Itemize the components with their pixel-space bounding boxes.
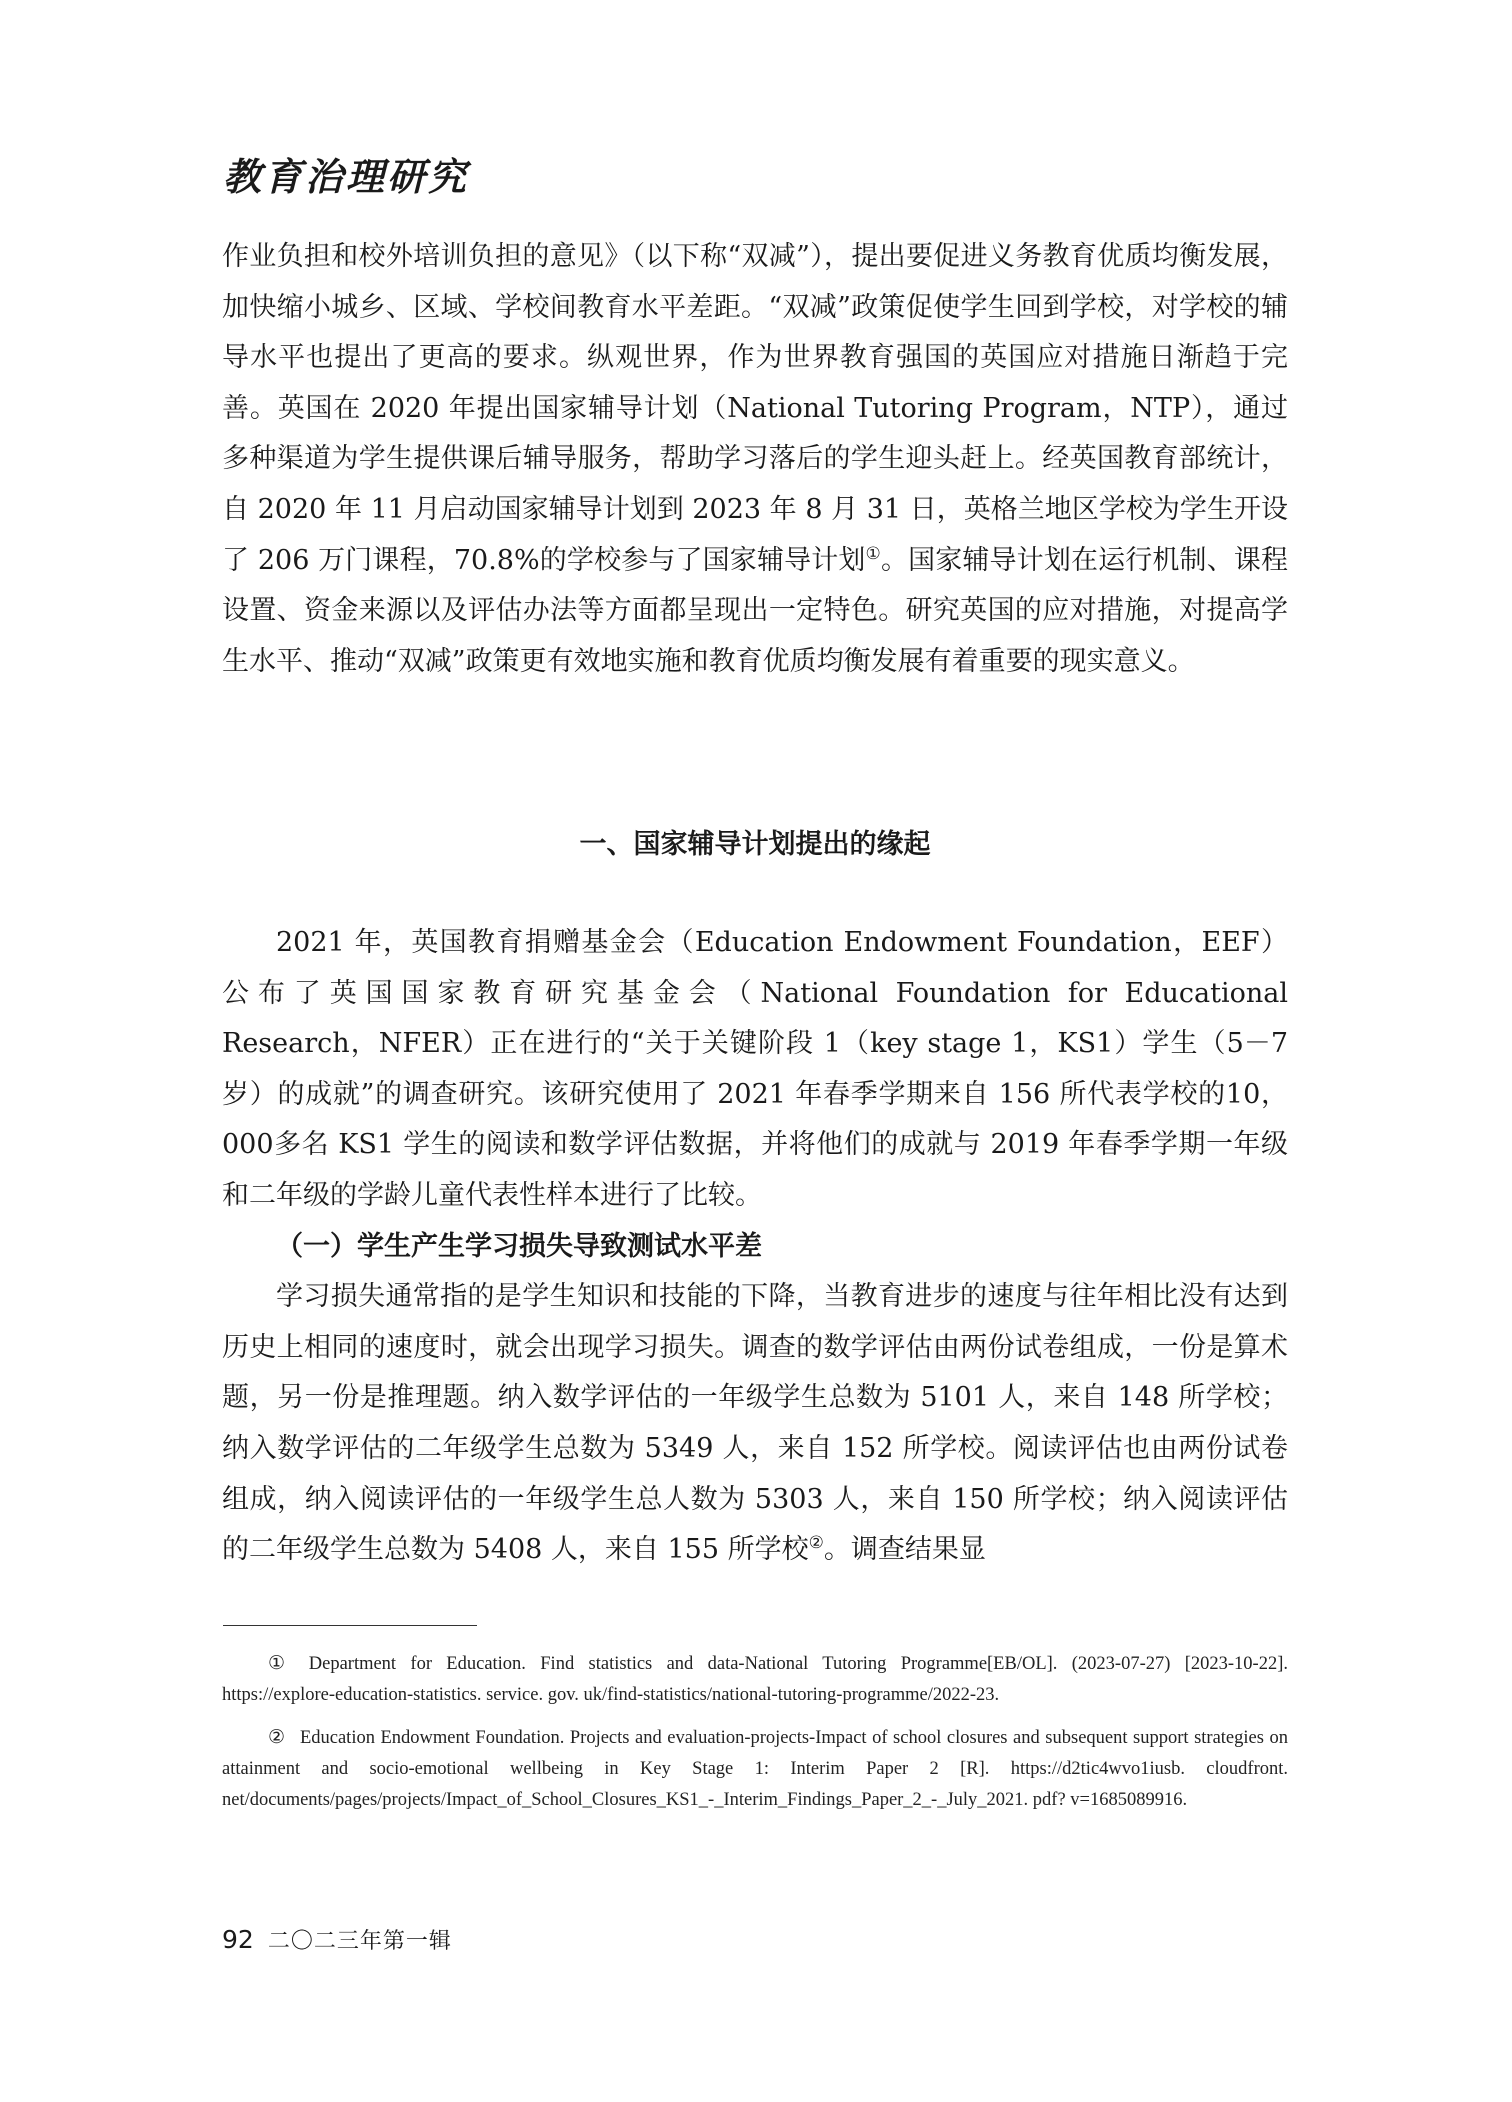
section-paragraph-2 bbox=[222, 1272, 1288, 1576]
section-heading: 一、国家辅导计划提出的缘起 bbox=[579, 829, 931, 860]
footnote-1 bbox=[222, 1648, 1288, 1711]
running-head: 教育治理研究 bbox=[223, 154, 470, 199]
paragraph-2-text: 学习损失通常指的是学生知识和技能的下降，当教育进步的速度与往年相比没有达到历史上相同的速度时，就会出现学习损失。调查的数学评估由两份试卷组成，一份是算术题，另一份是推理题。纳入数学评估的一年级学生总数为 5101 人，来自 148 所学校；纳入数学评估的二年级学生总数为 5349 人，来自 152 所学校。阅读评估也由两份试卷组成，纳入阅读评估的一年级学生总人数为 5303 人，来自 150 所学校；纳入阅读评估的二年级学生总数为 5408 人，来自 155 所学校 bbox=[222, 1281, 1288, 1566]
footnote-1-text: Department for Education. Find statistics and data-National Tutoring Programme[EB/OL]. (2023-07-27) [2023-10-22]. https://explore-education-statistics. service. gov. uk/find-statistics/national-tutoring-programme/2022-23. bbox=[222, 1654, 1288, 1705]
intro-text-after: 。国家辅导计划在运行机制、课程设置、资金来源以及评估办法等方面都呈现出一定特色。研究英国的应对措施，对提高学生水平、推动“双减”政策更有效地实施和教育优质均衡发展有着重要的现实意义。 bbox=[222, 544, 1288, 677]
section-body bbox=[222, 918, 1288, 1576]
subsection-heading: （一）学生产生学习损失导致测试水平差 bbox=[276, 1230, 762, 1262]
issue-label: 二〇二三年第一辑 bbox=[267, 1929, 452, 1954]
footnote-2 bbox=[222, 1722, 1288, 1816]
section-paragraph-1: 2021 年，英国教育捐赠基金会（Education Endowment Foundation，EEF）公布了英国国家教育研究基金会（National Foundation for Educational Research，NFER）正在进行的“关于关键阶段 1（key stage 1，KS1）学生（5－7 岁）的成就”的调查研究。该研究使用了 2021 年春季学期来自 156 所代表学校的10，000多名 KS1 学生的阅读和数学评估数据，并将他们的成就与 2019 年春季学期一年级和二年级的学龄儿童代表性样本进行了比较。 bbox=[222, 927, 1288, 1211]
footnote-1-mark: ① bbox=[268, 1653, 295, 1674]
footnotes bbox=[222, 1648, 1288, 1827]
intro-paragraph bbox=[222, 232, 1288, 687]
footnote-divider bbox=[223, 1625, 477, 1626]
page-footer bbox=[222, 1922, 452, 1960]
footnote-ref-1[interactable]: ① bbox=[865, 543, 881, 564]
intro-text: 作业负担和校外培训负担的意见》（以下称“双减”），提出要促进义务教育优质均衡发展，加快缩小城乡、区域、学校间教育水平差距。“双减”政策促使学生回到学校，对学校的辅导水平也提出了更高的要求。纵观世界，作为世界教育强国的英国应对措施日渐趋于完善。英国在 2020 年提出国家辅导计划（National Tutoring Program，NTP），通过多种渠道为学生提供课后辅导服务，帮助学习落后的学生迎头赶上。经英国教育部统计，自 2020 年 11 月启动国家辅导计划到 2023 年 8 月 31 日，英格兰地区学校为学生开设了 206 万门课程，70.8%的学校参与了国家辅导计划 bbox=[222, 241, 1288, 576]
page-number: 92 bbox=[222, 1925, 254, 1954]
intro-section bbox=[222, 232, 1288, 687]
footnote-2-mark: ② bbox=[268, 1727, 286, 1748]
paragraph-2-text-after: 。调查结果显 bbox=[823, 1534, 986, 1566]
footnote-ref-2[interactable]: ② bbox=[808, 1533, 824, 1554]
footnote-2-text: Education Endowment Foundation. Projects and evaluation-projects-Impact of school closures and subsequent support strategies on attainment and socio-emotional wellbeing in Key Stage 1: Interim Paper 2 [R]. https://d2tic4wvo1iusb. cloudfront. net/documents/pages/projects/Impact_of_School_Closures_KS1_-_Interim_Findings_Paper_2_-_July_2021. pdf? v=1685089916. bbox=[222, 1728, 1288, 1810]
